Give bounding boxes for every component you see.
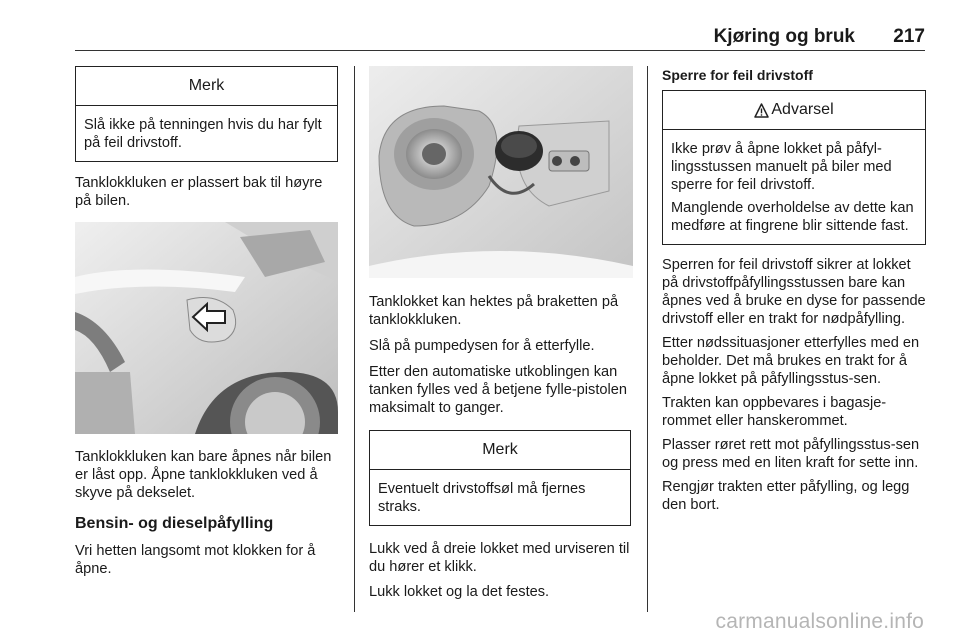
page-header xyxy=(75,22,925,51)
paragraph: Tanklokket kan hektes på braketten på tanklokkluken. xyxy=(369,294,619,328)
paragraph: Etter den automatiske utkoblingen kan tanken fylles ved å betjene fylle-pistolen maksimalt to ganger. xyxy=(369,364,627,416)
note-title: Merk xyxy=(76,67,337,106)
paragraph: Trakten kan oppbevares i bagasje-rommet eller hanskerommet. xyxy=(662,395,887,429)
note-box xyxy=(369,430,631,526)
warning-triangle-icon xyxy=(754,103,769,118)
fuel-filler-illustration xyxy=(369,66,633,278)
paragraph: Lukk lokket og la det festes. xyxy=(369,584,550,600)
paragraph: Plasser røret rett mot påfyllingsstus-sen og press med en liten kraft for sette inn. xyxy=(662,437,920,471)
warning-box xyxy=(662,90,926,245)
column-1 xyxy=(75,66,338,578)
paragraph: Slå på pumpedysen for å etterfylle. xyxy=(369,338,595,354)
column-divider xyxy=(354,66,355,612)
section-heading: Bensin- og dieselpåfylling xyxy=(75,515,274,532)
warning-text: Manglende overholdelse av dette kan medføre at fingrene blir sittende fast. xyxy=(671,200,914,234)
column-divider xyxy=(647,66,648,612)
subheading: Sperre for feil drivstoff xyxy=(662,67,813,83)
fuel-cap-image xyxy=(369,66,633,278)
car-rear-illustration xyxy=(75,222,338,434)
note-text: Slå ikke på tenningen hvis du har fylt på feil drivstoff. xyxy=(84,117,322,151)
paragraph: Etter nødssituasjoner etterfylles med en beholder. Det må brukes en trakt for å åpne lokket på påfyllingsstus-sen. xyxy=(662,335,920,387)
warning-header xyxy=(663,91,925,130)
watermark: carmanualsonline.info xyxy=(715,610,924,633)
section-title: Kjøring og bruk xyxy=(713,26,855,47)
note-title: Merk xyxy=(370,431,630,470)
paragraph: Rengjør trakten etter påfylling, og legg den bort. xyxy=(662,479,910,513)
page-number: 217 xyxy=(893,26,925,47)
paragraph: Lukk ved å dreie lokket med urviseren til du hører et klikk. xyxy=(369,541,630,575)
column-2 xyxy=(369,66,633,601)
paragraph: Sperren for feil drivstoff sikrer at lokket på drivstoffpåfyllingsstussen bare kan åpnes ved å bruke en dyse for passende drivstoff eller en trakt for nødpåfylling. xyxy=(662,257,926,327)
paragraph: Tanklokkluken kan bare åpnes når bilen er låst opp. Åpne tanklokkluken ved å skyve på dekselet. xyxy=(75,449,332,501)
car-fuel-door-image xyxy=(75,222,338,434)
warning-title: Advarsel xyxy=(771,101,834,118)
column-3 xyxy=(662,66,926,514)
warning-text: Ikke prøv å åpne lokket på påfyl-lingsstussen manuelt på biler med sperre for feil drivstoff. xyxy=(671,141,892,193)
note-box xyxy=(75,66,338,162)
paragraph: Tanklokkluken er plassert bak til høyre på bilen. xyxy=(75,175,323,209)
paragraph: Vri hetten langsomt mot klokken for å åpne. xyxy=(75,543,316,577)
note-text: Eventuelt drivstoffsøl må fjernes straks. xyxy=(378,481,586,515)
